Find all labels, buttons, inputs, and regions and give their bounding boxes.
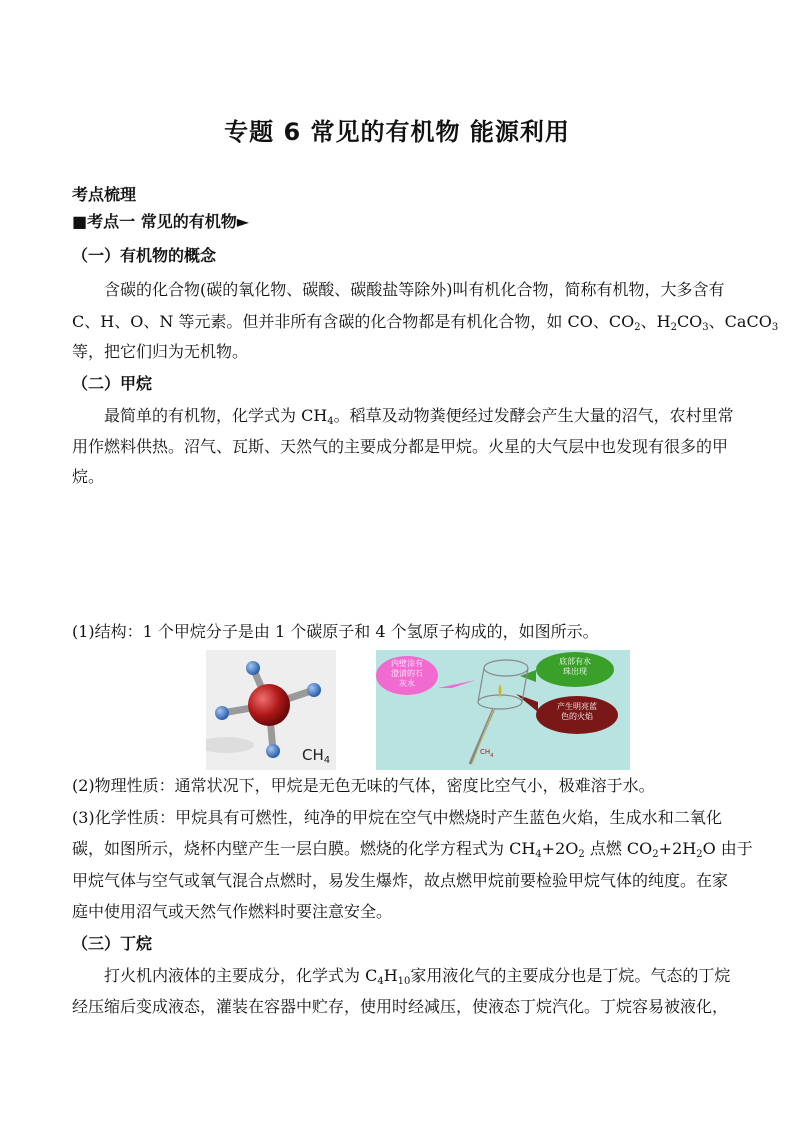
paragraph-line: C、H、O、N 等元素。但并非所有含碳的化合物都是有机化合物，如 CO、$CO_2$、$H_2CO_3$、CaCO$_3$ (72, 312, 779, 333)
chemical-properties-line: 庭中使用沼气或天然气作燃料时要注意安全。 (72, 902, 393, 921)
page-title: 专题 6 常见的有机物 能源利用 (224, 118, 570, 146)
section-heading-concept: （一）有机物的概念 (72, 246, 217, 265)
chemical-properties-line: 碳，如图所示，烧杯内壁产生一层白膜。燃烧的化学方程式为 $CH_4+2O_2$ 点燃 $CO_2+2H_2O$ 由于 (72, 839, 753, 860)
methane-molecule-figure (206, 650, 336, 770)
paragraph-line: 最简单的有机物，化学式为 $CH_4$。稻草及动物粪便经过发酵会产生大量的沼气，农村里常 (104, 406, 734, 427)
chemical-properties-line: (3)化学性质：甲烷具有可燃性，纯净的甲烷在空气中燃烧时产生蓝色火焰，生成水和二氧化 (72, 808, 722, 827)
review-heading: 考点梳理 (72, 185, 137, 204)
section-heading-methane: （二）甲烷 (72, 374, 153, 393)
paragraph-line: 等，把它们归为无机物。 (72, 342, 249, 361)
chemical-properties-line: 甲烷气体与空气或氧气混合点燃时，易发生爆炸，故点燃甲烷前要检验甲烷气体的纯度。在家 (72, 871, 729, 890)
paragraph-line: 用作燃料供热。沼气、瓦斯、天然气的主要成分都是甲烷。火星的大气层中也发现有很多的甲 (72, 437, 729, 456)
paragraph-line: 含碳的化合物(碳的氧化物、碳酸、碳酸盐等除外)叫有机化合物，简称有机物，大多含有 (104, 280, 725, 299)
paragraph-line: 经压缩后变成液态，灌装在容器中贮存，使用时经减压，使液态丁烷汽化。丁烷容易被液化， (72, 997, 729, 1016)
paragraph-line: 烷。 (72, 467, 105, 486)
tube-label: $CH_4$ (480, 748, 494, 759)
section-heading-butane: （三）丁烷 (72, 934, 153, 953)
callout-water-droplets: 底部有水 珠出现 (536, 652, 614, 687)
kaodian-heading: ■考点一 常见的有机物► (72, 212, 249, 231)
callout-blue-flame: 产生明亮蓝 色的火焰 (536, 696, 618, 734)
molecule-label: $CH_4$ (302, 746, 331, 766)
structure-line: (1)结构：1 个甲烷分子是由 1 个碳原子和 4 个氢原子构成的，如图所示。 (72, 622, 599, 641)
combustion-experiment-figure (376, 650, 630, 770)
physical-properties-line: (2)物理性质：通常状况下，甲烷是无色无味的气体，密度比空气小，极难溶于水。 (72, 776, 655, 795)
callout-limewater: 内壁涂有 澄清的石 灰水 (376, 656, 438, 695)
paragraph-line: 打火机内液体的主要成分，化学式为 $C_4H_{10}$家用液化气的主要成分也是丁烷。气态的丁烷 (104, 966, 731, 987)
